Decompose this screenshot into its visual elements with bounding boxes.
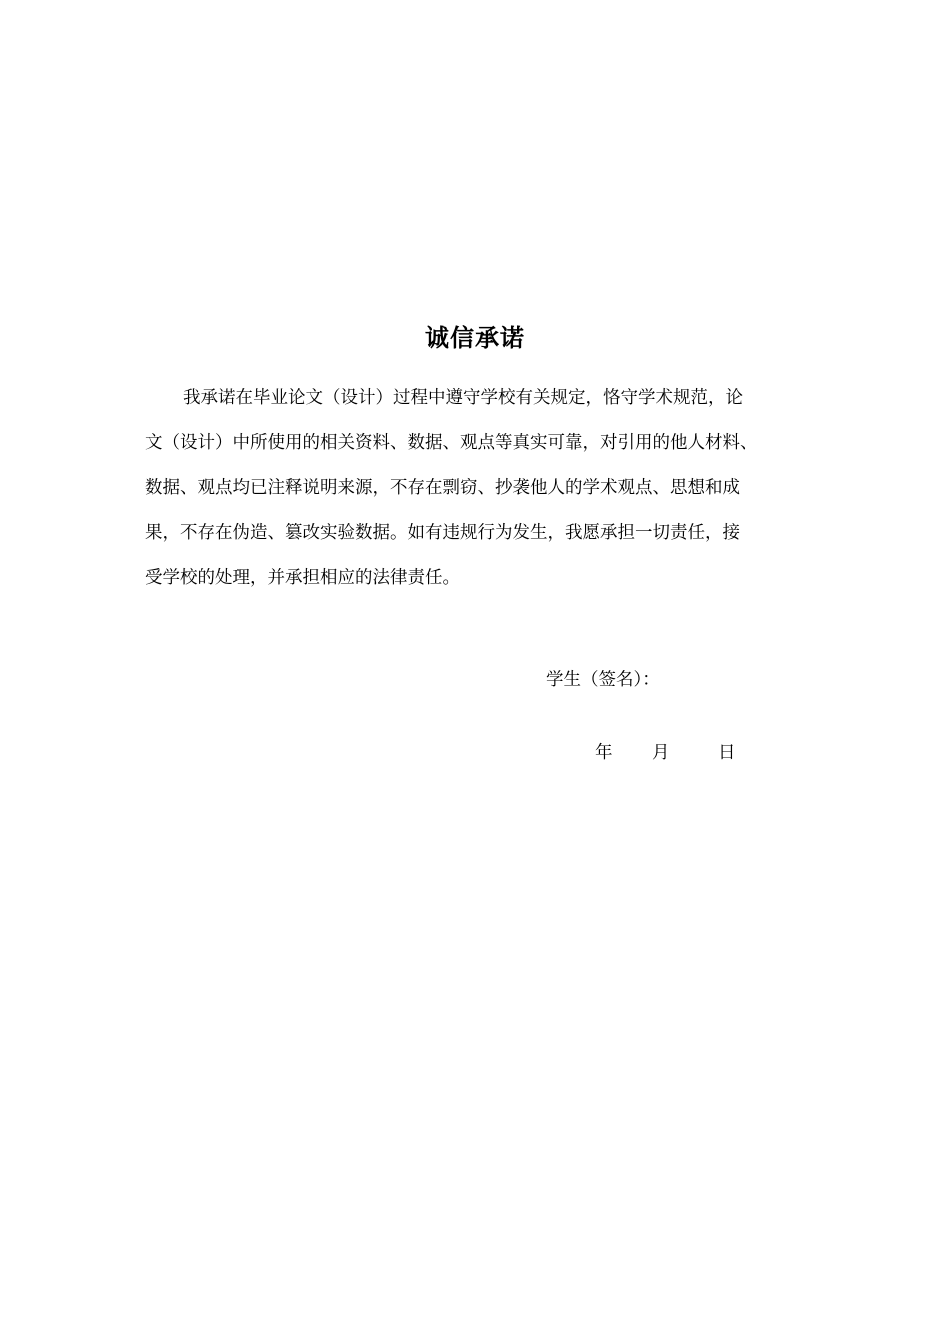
- page-title: 诚信承诺: [425, 324, 525, 352]
- paragraph-line-4: 果，不存在伪造、篡改实验数据。如有违规行为发生，我愿承担一切责任，接: [145, 523, 740, 543]
- date-month-label: 月: [652, 743, 670, 763]
- paragraph-line-3: 数据、观点均已注释说明来源，不存在剽窃、抄袭他人的学术观点、思想和成: [145, 478, 740, 498]
- date-day-label: 日: [718, 743, 736, 763]
- paragraph-line-5: 受学校的处理，并承担相应的法律责任。: [145, 568, 460, 588]
- paragraph-line-1: 我承诺在毕业论文（设计）过程中遵守学校有关规定，恪守学术规范，论: [183, 388, 743, 408]
- paragraph-line-2: 文（设计）中所使用的相关资料、数据、观点等真实可靠，对引用的他人材料、: [145, 433, 758, 453]
- date-year-label: 年: [595, 743, 613, 763]
- signature-label: 学生（签名）：: [546, 670, 660, 690]
